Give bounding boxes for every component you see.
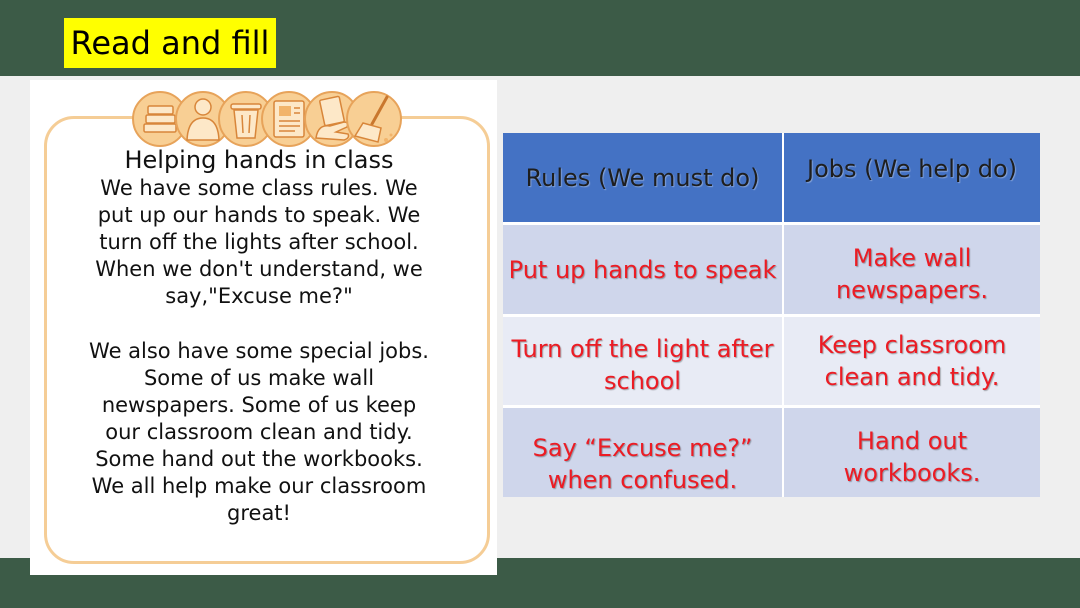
row-1-rule-cell [503,225,782,314]
passage-line: our classroom clean and tidy. [105,420,413,444]
broom-icon [347,92,401,146]
answer-line: Turn off the light after [511,335,774,363]
passage-title: Helping hands in class [124,146,394,174]
answer-line: Say “Excuse me?” [532,433,753,462]
passage-line: We also have some special jobs. [89,339,429,363]
passage-line: We all help make our classroom [91,474,427,498]
answer-line: clean and tidy. [824,363,1000,391]
passage-text [70,146,448,527]
answer-line: school [604,367,681,395]
passage-line: We have some class rules. We [100,176,418,200]
header-rules: Rules (We must do) [503,133,782,222]
answer-line: when confused. [547,465,738,494]
row-1-job-cell [784,225,1040,314]
row-2-rule-cell [503,317,782,405]
row-3-rule-cell [503,408,782,497]
passage-line: Some of us make wall [143,366,375,390]
answer-line: newspapers. [835,275,989,304]
passage-line: great! [227,501,291,525]
icon-strip [130,82,405,156]
row-3-job-cell [784,408,1040,497]
passage-panel [30,80,497,575]
row-2-job-cell [784,317,1040,405]
slide-title: Read and fill [64,18,276,68]
answer-line: Keep classroom [817,331,1007,359]
passage-line: put up our hands to speak. We [97,203,421,227]
answer-line: Hand out [856,426,968,455]
answer-line: Put up hands to speak [508,255,777,284]
passage-paragraph-2 [70,338,448,527]
passage-line: Some hand out the workbooks. [95,447,423,471]
answer-table [503,133,1040,497]
header-jobs: Jobs (We help do) [784,133,1040,222]
answer-line: workbooks. [843,458,981,487]
answer-line: Make wall [852,243,972,272]
passage-line: say,"Excuse me?" [165,284,353,308]
passage-line: turn off the lights after school. [99,230,419,254]
passage-paragraph-1 [70,175,448,310]
passage-line: When we don't understand, we [95,257,423,281]
passage-line: newspapers. Some of us keep [101,393,417,417]
